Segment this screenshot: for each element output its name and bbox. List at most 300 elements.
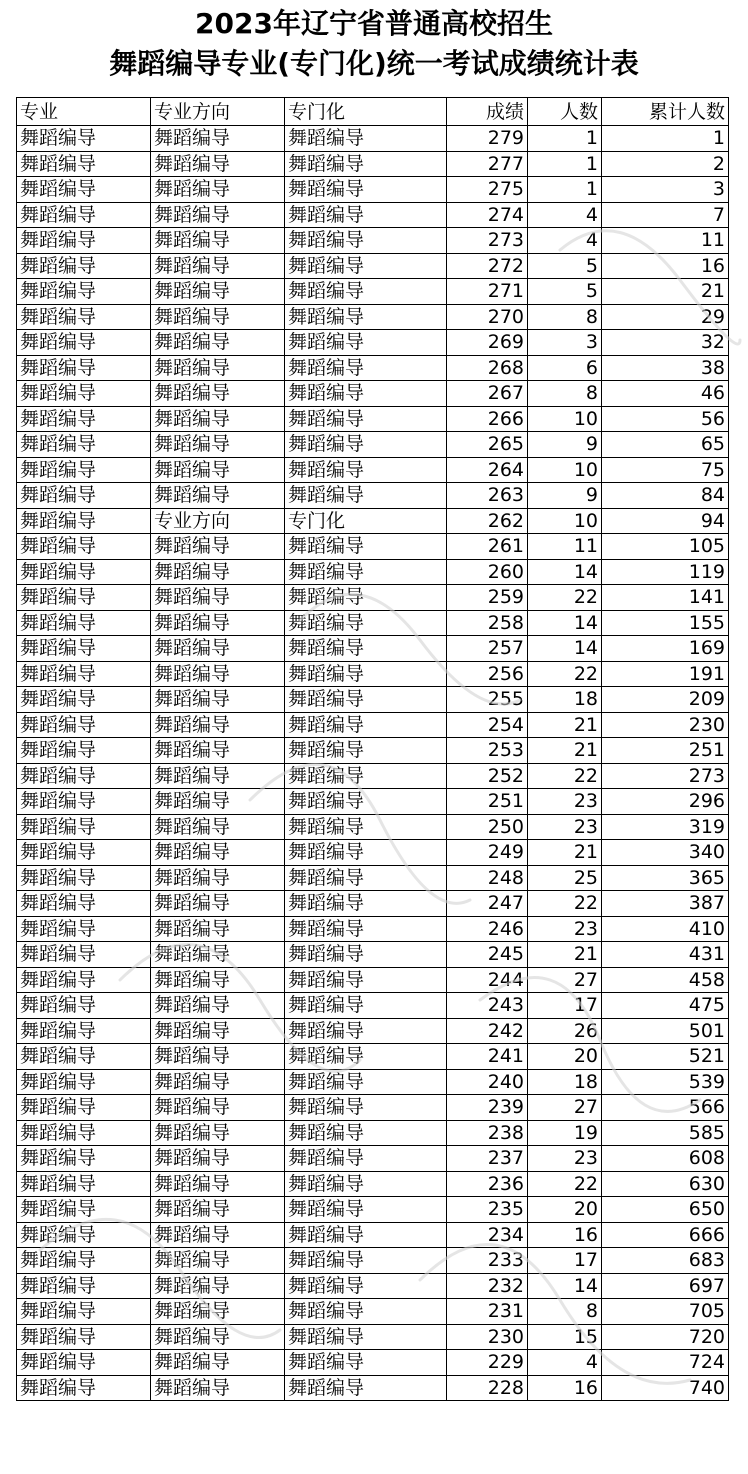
cell-direction: 舞蹈编导: [151, 151, 285, 177]
cell-score: 228: [447, 1375, 528, 1401]
cell-cumulative: 84: [602, 483, 729, 509]
cell-major: 舞蹈编导: [17, 712, 151, 738]
cell-cumulative: 1: [602, 126, 729, 152]
cell-count: 20: [528, 1044, 602, 1070]
cell-count: 4: [528, 228, 602, 254]
table-row: [17, 1324, 729, 1350]
cell-major: 舞蹈编导: [17, 559, 151, 585]
cell-major: 舞蹈编导: [17, 177, 151, 203]
cell-cumulative: 410: [602, 916, 729, 942]
cell-cumulative: 7: [602, 202, 729, 228]
cell-score: 235: [447, 1197, 528, 1223]
cell-major: 舞蹈编导: [17, 432, 151, 458]
cell-specialization: 舞蹈编导: [285, 534, 447, 560]
cell-score: 250: [447, 814, 528, 840]
cell-count: 14: [528, 1273, 602, 1299]
cell-cumulative: 296: [602, 789, 729, 815]
cell-direction: 舞蹈编导: [151, 1095, 285, 1121]
cell-count: 26: [528, 1018, 602, 1044]
table-row: [17, 1299, 729, 1325]
cell-specialization: 舞蹈编导: [285, 253, 447, 279]
table-row: [17, 789, 729, 815]
cell-cumulative: 56: [602, 406, 729, 432]
cell-score: 255: [447, 687, 528, 713]
cell-score: 253: [447, 738, 528, 764]
cell-direction: 舞蹈编导: [151, 1018, 285, 1044]
cell-major: 舞蹈编导: [17, 687, 151, 713]
cell-cumulative: 251: [602, 738, 729, 764]
cell-major: 舞蹈编导: [17, 1222, 151, 1248]
cell-specialization: 舞蹈编导: [285, 151, 447, 177]
cell-major: 舞蹈编导: [17, 330, 151, 356]
cell-score: 254: [447, 712, 528, 738]
cell-direction: 舞蹈编导: [151, 559, 285, 585]
cell-major: 舞蹈编导: [17, 610, 151, 636]
cell-major: 舞蹈编导: [17, 1044, 151, 1070]
cell-cumulative: 608: [602, 1146, 729, 1172]
cell-major: 舞蹈编导: [17, 534, 151, 560]
cell-count: 10: [528, 406, 602, 432]
cell-score: 259: [447, 585, 528, 611]
cell-count: 14: [528, 559, 602, 585]
cell-major: 舞蹈编导: [17, 738, 151, 764]
cell-count: 23: [528, 916, 602, 942]
cell-specialization: 舞蹈编导: [285, 942, 447, 968]
cell-count: 4: [528, 1350, 602, 1376]
cell-score: 247: [447, 891, 528, 917]
cell-direction: 舞蹈编导: [151, 1324, 285, 1350]
cell-score: 230: [447, 1324, 528, 1350]
cell-specialization: 舞蹈编导: [285, 559, 447, 585]
cell-direction: 舞蹈编导: [151, 636, 285, 662]
cell-major: 舞蹈编导: [17, 865, 151, 891]
cell-score: 245: [447, 942, 528, 968]
title-line-1: 2023年辽宁省普通高校招生: [195, 7, 553, 40]
cell-specialization: 舞蹈编导: [285, 814, 447, 840]
cell-score: 246: [447, 916, 528, 942]
cell-cumulative: 365: [602, 865, 729, 891]
cell-score: 243: [447, 993, 528, 1019]
cell-count: 5: [528, 253, 602, 279]
cell-count: 14: [528, 636, 602, 662]
cell-cumulative: 16: [602, 253, 729, 279]
cell-specialization: 舞蹈编导: [285, 840, 447, 866]
cell-major: 舞蹈编导: [17, 967, 151, 993]
cell-score: 265: [447, 432, 528, 458]
score-statistics-table: [16, 97, 729, 1401]
cell-score: 275: [447, 177, 528, 203]
table-row: [17, 1350, 729, 1376]
table-row: [17, 432, 729, 458]
cell-score: 267: [447, 381, 528, 407]
cell-cumulative: 697: [602, 1273, 729, 1299]
cell-count: 8: [528, 381, 602, 407]
cell-cumulative: 539: [602, 1069, 729, 1095]
table-row: [17, 355, 729, 381]
table-row: [17, 942, 729, 968]
table-header-row: [17, 98, 729, 126]
cell-score: 266: [447, 406, 528, 432]
cell-direction: 舞蹈编导: [151, 712, 285, 738]
cell-specialization: 舞蹈编导: [285, 585, 447, 611]
cell-cumulative: 340: [602, 840, 729, 866]
cell-major: 舞蹈编导: [17, 406, 151, 432]
table-row: [17, 865, 729, 891]
cell-major: 舞蹈编导: [17, 355, 151, 381]
table-row: [17, 763, 729, 789]
cell-direction: 舞蹈编导: [151, 610, 285, 636]
table-row: [17, 1018, 729, 1044]
cell-specialization: 舞蹈编导: [285, 1299, 447, 1325]
cell-cumulative: 273: [602, 763, 729, 789]
cell-cumulative: 105: [602, 534, 729, 560]
cell-cumulative: 705: [602, 1299, 729, 1325]
table-row: [17, 483, 729, 509]
cell-count: 21: [528, 712, 602, 738]
cell-count: 11: [528, 534, 602, 560]
cell-count: 22: [528, 661, 602, 687]
cell-major: 舞蹈编导: [17, 942, 151, 968]
cell-count: 17: [528, 1248, 602, 1274]
cell-score: 234: [447, 1222, 528, 1248]
cell-specialization: 舞蹈编导: [285, 1324, 447, 1350]
cell-specialization: 舞蹈编导: [285, 1018, 447, 1044]
cell-specialization: 舞蹈编导: [285, 916, 447, 942]
cell-major: 舞蹈编导: [17, 1299, 151, 1325]
header-major: 专业: [17, 98, 151, 126]
cell-specialization: 舞蹈编导: [285, 993, 447, 1019]
cell-major: 舞蹈编导: [17, 1146, 151, 1172]
header-count: 人数: [528, 98, 602, 126]
cell-score: 233: [447, 1248, 528, 1274]
cell-specialization: 舞蹈编导: [285, 1171, 447, 1197]
cell-count: 18: [528, 1069, 602, 1095]
cell-cumulative: 475: [602, 993, 729, 1019]
cell-major: 舞蹈编导: [17, 1324, 151, 1350]
cell-direction: 舞蹈编导: [151, 916, 285, 942]
cell-cumulative: 169: [602, 636, 729, 662]
cell-specialization: 舞蹈编导: [285, 661, 447, 687]
table-row: [17, 1146, 729, 1172]
cell-direction: 舞蹈编导: [151, 1248, 285, 1274]
cell-score: 268: [447, 355, 528, 381]
cell-score: 236: [447, 1171, 528, 1197]
cell-cumulative: 724: [602, 1350, 729, 1376]
cell-direction: 舞蹈编导: [151, 330, 285, 356]
cell-cumulative: 521: [602, 1044, 729, 1070]
cell-score: 248: [447, 865, 528, 891]
cell-direction: 舞蹈编导: [151, 1044, 285, 1070]
cell-direction: 专业方向: [151, 508, 285, 534]
cell-cumulative: 740: [602, 1375, 729, 1401]
cell-major: 舞蹈编导: [17, 891, 151, 917]
cell-specialization: 舞蹈编导: [285, 636, 447, 662]
cell-cumulative: 65: [602, 432, 729, 458]
cell-score: 252: [447, 763, 528, 789]
cell-count: 22: [528, 891, 602, 917]
table-row: [17, 253, 729, 279]
header-cumulative: 累计人数: [602, 98, 729, 126]
cell-major: 舞蹈编导: [17, 253, 151, 279]
cell-direction: 舞蹈编导: [151, 1146, 285, 1172]
cell-major: 舞蹈编导: [17, 814, 151, 840]
table-row: [17, 1222, 729, 1248]
table-row: [17, 1095, 729, 1121]
cell-score: 239: [447, 1095, 528, 1121]
cell-direction: 舞蹈编导: [151, 1120, 285, 1146]
cell-score: 249: [447, 840, 528, 866]
cell-direction: 舞蹈编导: [151, 661, 285, 687]
cell-specialization: 舞蹈编导: [285, 1375, 447, 1401]
table-row: [17, 661, 729, 687]
cell-score: 242: [447, 1018, 528, 1044]
cell-score: 238: [447, 1120, 528, 1146]
cell-score: 260: [447, 559, 528, 585]
cell-cumulative: 32: [602, 330, 729, 356]
cell-specialization: 舞蹈编导: [285, 381, 447, 407]
table-row: [17, 993, 729, 1019]
cell-cumulative: 46: [602, 381, 729, 407]
cell-count: 1: [528, 177, 602, 203]
cell-major: 舞蹈编导: [17, 202, 151, 228]
cell-major: 舞蹈编导: [17, 457, 151, 483]
cell-specialization: 舞蹈编导: [285, 304, 447, 330]
table-row: [17, 636, 729, 662]
cell-cumulative: 209: [602, 687, 729, 713]
cell-score: 273: [447, 228, 528, 254]
cell-count: 19: [528, 1120, 602, 1146]
cell-count: 18: [528, 687, 602, 713]
cell-cumulative: 21: [602, 279, 729, 305]
cell-direction: 舞蹈编导: [151, 253, 285, 279]
cell-count: 14: [528, 610, 602, 636]
cell-specialization: 舞蹈编导: [285, 1069, 447, 1095]
cell-cumulative: 458: [602, 967, 729, 993]
cell-direction: 舞蹈编导: [151, 457, 285, 483]
cell-cumulative: 141: [602, 585, 729, 611]
cell-cumulative: 431: [602, 942, 729, 968]
cell-count: 4: [528, 202, 602, 228]
document-title: [0, 0, 748, 92]
cell-score: 277: [447, 151, 528, 177]
cell-specialization: 舞蹈编导: [285, 865, 447, 891]
cell-score: 261: [447, 534, 528, 560]
cell-score: 262: [447, 508, 528, 534]
cell-cumulative: 566: [602, 1095, 729, 1121]
cell-direction: 舞蹈编导: [151, 1069, 285, 1095]
cell-direction: 舞蹈编导: [151, 840, 285, 866]
table-row: [17, 967, 729, 993]
cell-specialization: 舞蹈编导: [285, 1146, 447, 1172]
cell-specialization: 舞蹈编导: [285, 483, 447, 509]
cell-major: 舞蹈编导: [17, 763, 151, 789]
cell-direction: 舞蹈编导: [151, 177, 285, 203]
cell-specialization: 舞蹈编导: [285, 177, 447, 203]
cell-score: 263: [447, 483, 528, 509]
table-row: [17, 1171, 729, 1197]
cell-major: 舞蹈编导: [17, 126, 151, 152]
cell-specialization: 舞蹈编导: [285, 406, 447, 432]
cell-direction: 舞蹈编导: [151, 993, 285, 1019]
cell-count: 6: [528, 355, 602, 381]
cell-cumulative: 666: [602, 1222, 729, 1248]
cell-cumulative: 387: [602, 891, 729, 917]
table-row: [17, 508, 729, 534]
cell-count: 15: [528, 1324, 602, 1350]
table-row: [17, 330, 729, 356]
cell-cumulative: 630: [602, 1171, 729, 1197]
cell-direction: 舞蹈编导: [151, 1197, 285, 1223]
cell-specialization: 舞蹈编导: [285, 330, 447, 356]
cell-direction: 舞蹈编导: [151, 891, 285, 917]
table-row: [17, 202, 729, 228]
cell-specialization: 舞蹈编导: [285, 432, 447, 458]
cell-major: 舞蹈编导: [17, 151, 151, 177]
cell-specialization: 舞蹈编导: [285, 1095, 447, 1121]
cell-specialization: 专门化: [285, 508, 447, 534]
cell-count: 23: [528, 814, 602, 840]
cell-specialization: 舞蹈编导: [285, 967, 447, 993]
cell-direction: 舞蹈编导: [151, 355, 285, 381]
cell-direction: 舞蹈编导: [151, 967, 285, 993]
cell-score: 269: [447, 330, 528, 356]
cell-major: 舞蹈编导: [17, 636, 151, 662]
table-row: [17, 126, 729, 152]
cell-score: 258: [447, 610, 528, 636]
cell-direction: 舞蹈编导: [151, 1222, 285, 1248]
cell-cumulative: 3: [602, 177, 729, 203]
table-row: [17, 177, 729, 203]
cell-count: 10: [528, 508, 602, 534]
cell-major: 舞蹈编导: [17, 508, 151, 534]
cell-major: 舞蹈编导: [17, 304, 151, 330]
cell-major: 舞蹈编导: [17, 1273, 151, 1299]
cell-major: 舞蹈编导: [17, 1248, 151, 1274]
cell-direction: 舞蹈编导: [151, 1171, 285, 1197]
table-row: [17, 687, 729, 713]
cell-count: 3: [528, 330, 602, 356]
cell-cumulative: 29: [602, 304, 729, 330]
table-row: [17, 738, 729, 764]
cell-specialization: 舞蹈编导: [285, 891, 447, 917]
table-row: [17, 457, 729, 483]
cell-score: 274: [447, 202, 528, 228]
cell-score: 231: [447, 1299, 528, 1325]
cell-direction: 舞蹈编导: [151, 814, 285, 840]
cell-count: 9: [528, 432, 602, 458]
cell-direction: 舞蹈编导: [151, 585, 285, 611]
cell-direction: 舞蹈编导: [151, 279, 285, 305]
cell-cumulative: 11: [602, 228, 729, 254]
cell-count: 21: [528, 738, 602, 764]
table-row: [17, 891, 729, 917]
cell-direction: 舞蹈编导: [151, 687, 285, 713]
cell-specialization: 舞蹈编导: [285, 1350, 447, 1376]
cell-direction: 舞蹈编导: [151, 304, 285, 330]
cell-count: 17: [528, 993, 602, 1019]
cell-direction: 舞蹈编导: [151, 865, 285, 891]
cell-score: 251: [447, 789, 528, 815]
cell-specialization: 舞蹈编导: [285, 1120, 447, 1146]
header-score: 成绩: [447, 98, 528, 126]
cell-count: 20: [528, 1197, 602, 1223]
cell-cumulative: 585: [602, 1120, 729, 1146]
title-line-2: 舞蹈编导专业(专门化)统一考试成绩统计表: [109, 47, 639, 80]
cell-direction: 舞蹈编导: [151, 202, 285, 228]
table-row: [17, 1069, 729, 1095]
cell-direction: 舞蹈编导: [151, 534, 285, 560]
cell-count: 22: [528, 585, 602, 611]
table-row: [17, 1375, 729, 1401]
cell-score: 257: [447, 636, 528, 662]
cell-major: 舞蹈编导: [17, 1350, 151, 1376]
cell-count: 25: [528, 865, 602, 891]
cell-specialization: 舞蹈编导: [285, 279, 447, 305]
cell-direction: 舞蹈编导: [151, 483, 285, 509]
table-row: [17, 304, 729, 330]
cell-score: 237: [447, 1146, 528, 1172]
cell-major: 舞蹈编导: [17, 1171, 151, 1197]
header-specialization: 专门化: [285, 98, 447, 126]
cell-specialization: 舞蹈编导: [285, 1044, 447, 1070]
cell-score: 256: [447, 661, 528, 687]
cell-major: 舞蹈编导: [17, 840, 151, 866]
cell-major: 舞蹈编导: [17, 228, 151, 254]
table-row: [17, 381, 729, 407]
cell-major: 舞蹈编导: [17, 789, 151, 815]
table-row: [17, 585, 729, 611]
cell-major: 舞蹈编导: [17, 1018, 151, 1044]
table-row: [17, 151, 729, 177]
cell-direction: 舞蹈编导: [151, 432, 285, 458]
cell-specialization: 舞蹈编导: [285, 457, 447, 483]
cell-score: 279: [447, 126, 528, 152]
cell-direction: 舞蹈编导: [151, 789, 285, 815]
cell-cumulative: 75: [602, 457, 729, 483]
cell-cumulative: 2: [602, 151, 729, 177]
header-direction: 专业方向: [151, 98, 285, 126]
table-row: [17, 1044, 729, 1070]
cell-major: 舞蹈编导: [17, 585, 151, 611]
cell-count: 9: [528, 483, 602, 509]
cell-specialization: 舞蹈编导: [285, 1222, 447, 1248]
cell-major: 舞蹈编导: [17, 1069, 151, 1095]
cell-score: 240: [447, 1069, 528, 1095]
table-row: [17, 559, 729, 585]
cell-major: 舞蹈编导: [17, 661, 151, 687]
cell-direction: 舞蹈编导: [151, 1273, 285, 1299]
cell-cumulative: 119: [602, 559, 729, 585]
table-row: [17, 712, 729, 738]
cell-major: 舞蹈编导: [17, 993, 151, 1019]
cell-direction: 舞蹈编导: [151, 1299, 285, 1325]
cell-score: 229: [447, 1350, 528, 1376]
cell-specialization: 舞蹈编导: [285, 610, 447, 636]
cell-specialization: 舞蹈编导: [285, 763, 447, 789]
cell-count: 16: [528, 1222, 602, 1248]
table-row: [17, 1120, 729, 1146]
cell-direction: 舞蹈编导: [151, 228, 285, 254]
cell-major: 舞蹈编导: [17, 1375, 151, 1401]
cell-direction: 舞蹈编导: [151, 1375, 285, 1401]
cell-cumulative: 230: [602, 712, 729, 738]
cell-specialization: 舞蹈编导: [285, 228, 447, 254]
table-row: [17, 228, 729, 254]
cell-specialization: 舞蹈编导: [285, 789, 447, 815]
cell-major: 舞蹈编导: [17, 1197, 151, 1223]
table-row: [17, 1273, 729, 1299]
cell-count: 22: [528, 1171, 602, 1197]
